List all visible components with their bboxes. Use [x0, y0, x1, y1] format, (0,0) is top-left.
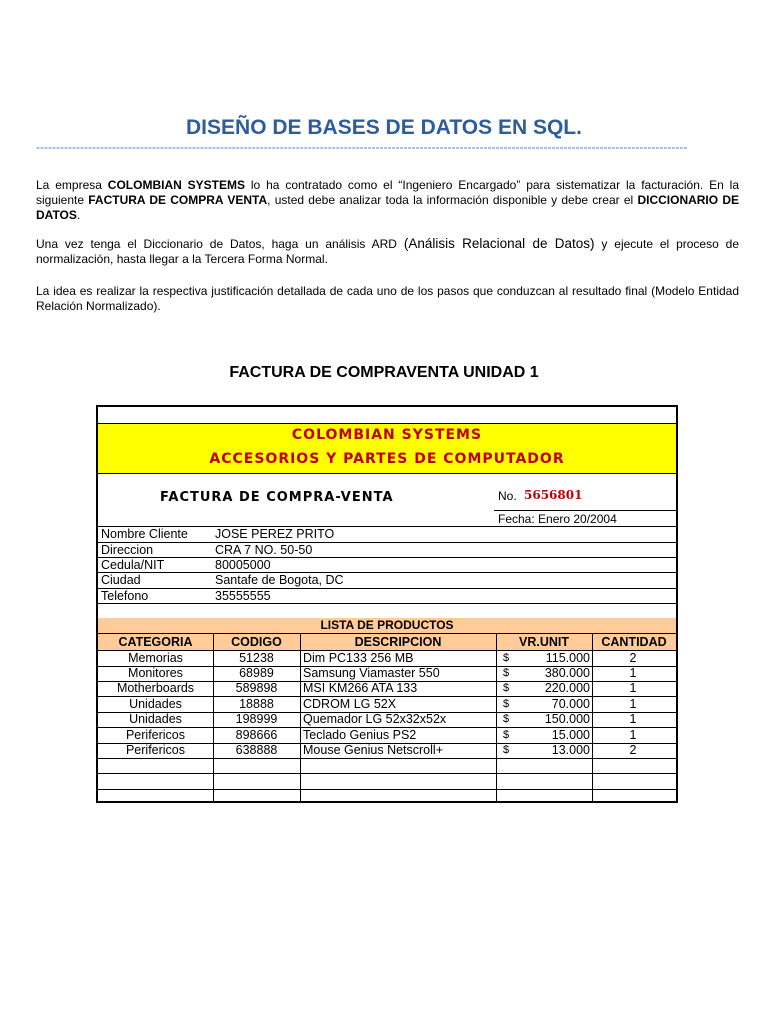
cell-cantidad: 1 — [629, 681, 637, 695]
cell-categoria: Unidades — [129, 712, 182, 726]
cell-cantidad: 1 — [629, 728, 637, 742]
grid-line — [98, 572, 676, 573]
table-row — [98, 666, 676, 681]
p1-text-g: . — [76, 208, 81, 222]
cell-cantidad: 1 — [629, 666, 637, 680]
client-city-label: Ciudad — [101, 573, 141, 587]
company-name: COLOMBIAN SYSTEMS — [291, 427, 483, 443]
cell-categoria: Motherboards — [116, 681, 195, 695]
cell-descripcion: Quemador LG 52x32x52x — [303, 712, 447, 726]
cell-vr-unit: 70.000 — [551, 697, 590, 711]
grid-line — [98, 423, 676, 424]
cell-currency: $ — [503, 729, 510, 741]
cell-descripcion: Dim PC133 256 MB — [303, 651, 414, 665]
cell-vr-unit: 220.000 — [544, 681, 590, 695]
cell-categoria: Perifericos — [125, 743, 186, 757]
cell-vr-unit: 115.000 — [545, 651, 590, 665]
grid-line — [98, 542, 676, 543]
intro-paragraph — [36, 178, 739, 223]
cell-descripcion: Teclado Genius PS2 — [303, 728, 417, 742]
grid-line — [98, 603, 676, 604]
cell-codigo: 589898 — [235, 681, 278, 695]
cell-codigo: 68989 — [239, 666, 274, 680]
client-city-value: Santafe de Bogota, DC — [215, 573, 344, 587]
cell-currency: $ — [503, 652, 510, 664]
products-title: LISTA DE PRODUCTOS — [98, 618, 676, 633]
cell-vr-unit: 13.000 — [551, 743, 590, 757]
cell-descripcion: CDROM LG 52X — [303, 697, 397, 711]
invoice-date: Fecha: Enero 20/2004 — [498, 512, 617, 526]
cell-codigo: 898666 — [235, 728, 278, 742]
grid-line — [98, 557, 676, 558]
cell-descripcion: MSI KM266 ATA 133 — [303, 681, 418, 695]
cell-cantidad: 1 — [629, 712, 637, 726]
invoice-number: 5656801 — [524, 488, 583, 502]
p1-text-c: lo ha contratado como el “Ingeniero Encargado” para sistematizar la facturación. En la siguiente — [36, 178, 740, 207]
client-address-value: CRA 7 NO. 50-50 — [215, 543, 313, 557]
cell-descripcion: Samsung Viamaster 550 — [303, 666, 440, 680]
client-id-value: 80005000 — [215, 558, 271, 572]
client-address-label: Direccion — [101, 543, 154, 557]
cell-codigo: 198999 — [235, 712, 278, 726]
company-tagline: ACCESORIOS Y PARTES DE COMPUTADOR — [209, 451, 565, 467]
column-header-cantidad: CANTIDAD — [592, 634, 676, 650]
cell-currency: $ — [503, 667, 510, 679]
cell-currency: $ — [503, 682, 510, 694]
invoice-heading: FACTURA DE COMPRA-VENTA — [160, 490, 394, 505]
table-row — [98, 651, 676, 666]
column-header-categoria: CATEGORIA — [98, 634, 213, 650]
justification-paragraph: La idea es realizar la respectiva justificación detallada de cada uno de los pasos que conduzcan al resultado final (Modelo Entidad Relación Normalizado). — [36, 284, 739, 313]
dashed-divider: ------------------------------------------------------------------------------------------------------------------------------------------------------------------- — [36, 140, 688, 154]
client-name-label: Nombre Cliente — [101, 527, 188, 541]
grid-line — [98, 758, 676, 759]
table-row — [98, 728, 676, 743]
column-header-codigo: CODIGO — [213, 634, 300, 650]
cell-currency: $ — [503, 744, 510, 756]
cell-vr-unit: 15.000 — [551, 728, 590, 742]
table-row — [98, 697, 676, 712]
invoice-subtitle: FACTURA DE COMPRAVENTA UNIDAD 1 — [229, 364, 539, 381]
column-header-descripcion: DESCRIPCION — [300, 634, 496, 650]
grid-line — [98, 773, 676, 774]
table-row — [98, 743, 676, 758]
client-phone-value: 35555555 — [215, 589, 271, 603]
grid-line — [494, 510, 676, 511]
grid-line — [98, 473, 676, 474]
p2-text-b: (Análisis Relacional de Datos) — [403, 236, 595, 251]
table-row — [98, 681, 676, 696]
p2-text-a: Una vez tenga el Diccionario de Datos, haga un análisis ARD — [36, 237, 404, 251]
company-name-inline: COLOMBIAN SYSTEMS — [107, 178, 246, 192]
p1-text-a: La empresa — [36, 178, 108, 192]
page-title: DISEÑO DE BASES DE DATOS EN SQL. — [186, 116, 582, 139]
cell-vr-unit: 150.000 — [544, 712, 590, 726]
cell-categoria: Monitores — [128, 666, 183, 680]
client-phone-label: Telefono — [101, 589, 149, 603]
grid-line — [98, 789, 676, 790]
p2-text-c: y ejecute el proceso de normalización, hasta llegar a la Tercera Forma Normal. — [36, 237, 740, 266]
cell-codigo: 18888 — [239, 697, 274, 711]
cell-categoria: Memorias — [128, 651, 183, 665]
cell-cantidad: 2 — [629, 743, 637, 757]
cell-cantidad: 1 — [629, 697, 637, 711]
cell-vr-unit: 380.000 — [544, 666, 590, 680]
p1-text-e: , usted debe analizar toda la información disponible y debe crear el — [267, 193, 638, 207]
cell-categoria: Unidades — [129, 697, 182, 711]
cell-codigo: 51238 — [239, 651, 274, 665]
cell-descripcion: Mouse Genius Netscroll+ — [303, 743, 443, 757]
invoice-number-label: No. — [498, 489, 517, 503]
cell-cantidad: 2 — [629, 651, 637, 665]
invoice-name-inline: FACTURA DE COMPRA VENTA — [88, 193, 268, 207]
column-header-vr-unit: VR.UNIT — [496, 634, 592, 650]
table-row — [98, 712, 676, 727]
invoice-form — [96, 405, 678, 803]
ard-paragraph — [36, 236, 739, 267]
grid-line — [98, 588, 676, 589]
client-id-label: Cedula/NIT — [101, 558, 165, 572]
cell-codigo: 638888 — [235, 743, 278, 757]
client-name-value: JOSE PEREZ PRITO — [215, 527, 335, 541]
cell-currency: $ — [503, 713, 510, 725]
dictionary-inline: DICCIONARIO DE DATOS — [36, 193, 739, 222]
cell-categoria: Perifericos — [125, 728, 186, 742]
cell-currency: $ — [503, 698, 510, 710]
